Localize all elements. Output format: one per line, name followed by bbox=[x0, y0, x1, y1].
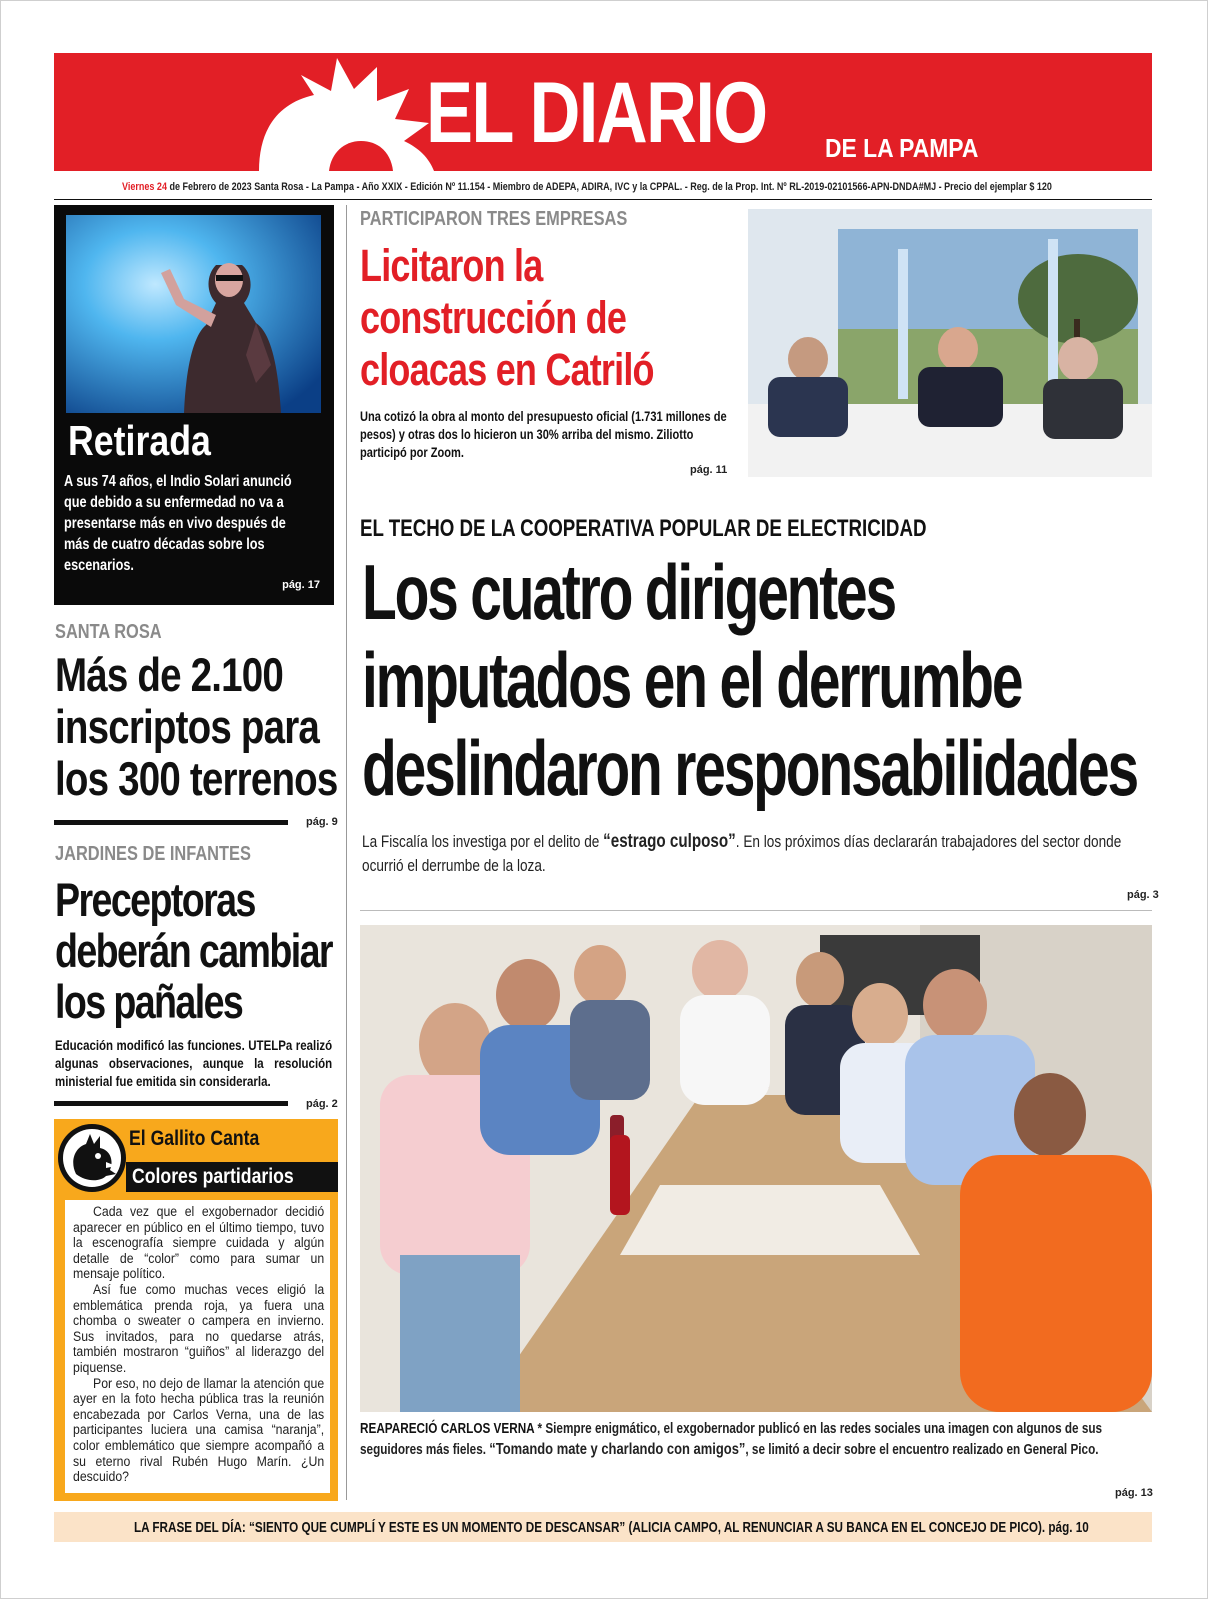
concert-photo bbox=[66, 215, 321, 413]
gallito-paragraph: Por eso, no dejo de llamar la atención que ayer en la foto hecha pública tras la reunión encabezada por Carlos Verna, una de las participantes luciera una camisa “naranja”, color emblemático que siempre acompañó a su eterno rival Rubén Hugo Marín. ¿Un descuido? bbox=[73, 1375, 325, 1485]
gallito-paragraph: Así fue como muchas veces eligió la emblemática prenda roja, ya fuera una chomba o sweater o campera en invierno. Sus invitados, para no quedarse atrás, también mostraron “guiños” al liderazgo del piquense. bbox=[73, 1281, 325, 1375]
caption-text: , se limitó a decir sobre el encuentro realizado en General Pico. bbox=[745, 1441, 1099, 1458]
headline-line: Los cuatro dirigentes bbox=[362, 548, 896, 636]
caption-lead: REAPARECIÓ CARLOS VERNA bbox=[360, 1421, 535, 1437]
rooster-icon bbox=[56, 1122, 128, 1194]
edition-info-bar bbox=[54, 179, 1152, 199]
retirada-summary: A sus 74 años, el Indio Solari anunció que debido a su enfermedad no va a presentarse más en vivo después de más de cuatro décadas sobre los escenarios. bbox=[64, 473, 292, 574]
retirada-headline: Retirada bbox=[68, 417, 211, 464]
headline-line: cloacas en Catriló bbox=[360, 344, 654, 395]
jardines-summary: Educación modificó las funciones. UTELPa realizó algunas observaciones, aunque la resolución ministerial fue emitida sin considerarla. bbox=[55, 1037, 333, 1089]
licitaron-headline[interactable] bbox=[360, 240, 654, 396]
headline-line: los pañales bbox=[55, 975, 243, 1028]
headline-line: deberán cambiar bbox=[55, 924, 332, 977]
masthead bbox=[54, 53, 1152, 171]
gallito-column[interactable] bbox=[54, 1119, 338, 1501]
gallito-paragraph: Cada vez que el exgobernador decidió aparecer en público en el último tiempo, tuvo la escenografía siempre cuidada y algún detalle de “color” como para sumar un mensaje político. bbox=[73, 1204, 325, 1282]
main-deck bbox=[362, 830, 1154, 878]
masthead-subtitle: DE LA PAMPA bbox=[825, 133, 979, 163]
divider-bar bbox=[54, 820, 288, 825]
group-photo bbox=[360, 925, 1152, 1412]
santa-rosa-kicker: SANTA ROSA bbox=[55, 621, 162, 643]
main-page-ref: pág. 3 bbox=[1127, 889, 1159, 901]
retirada-page-ref: pág. 17 bbox=[282, 579, 320, 591]
santa-rosa-page-ref: pág. 9 bbox=[306, 816, 338, 828]
section-rule bbox=[360, 910, 1152, 911]
caption-text: * Siempre enigmático, el exgobernador publicó en las redes sociales una imagen con algunos de sus seguidores más fieles. bbox=[360, 1421, 1103, 1458]
jardines-kicker: JARDINES DE INFANTES bbox=[55, 843, 251, 865]
headline-line: Más de 2.100 bbox=[55, 648, 283, 701]
column-divider bbox=[346, 205, 347, 1500]
deck-text: . En los próximos días declararán trabajadores del sector donde ocurrió el derrumbe de la loza. bbox=[362, 832, 1122, 875]
licitaron-kicker: PARTICIPARON TRES EMPRESAS bbox=[360, 208, 628, 230]
gallito-title: Colores partidarios bbox=[132, 1165, 294, 1188]
deck-bold: “estrago culposo” bbox=[603, 831, 736, 852]
masthead-rule bbox=[54, 199, 1152, 200]
santa-rosa-headline[interactable] bbox=[55, 649, 338, 805]
deck-text: La Fiscalía los investiga por el delito de bbox=[362, 832, 604, 851]
edition-date: Viernes 24 bbox=[122, 181, 167, 193]
caption-page-ref: pág. 13 bbox=[1115, 1487, 1153, 1499]
masthead-title: EL DIARIO bbox=[426, 65, 767, 161]
headline-line: imputados en el derrumbe bbox=[362, 636, 1022, 724]
main-kicker: EL TECHO DE LA COOPERATIVA POPULAR DE ELECTRICIDAD bbox=[360, 515, 927, 542]
headline-line: deslindaron responsabilidades bbox=[362, 724, 1137, 812]
frase-del-dia-bar bbox=[54, 1512, 1152, 1542]
headline-line: los 300 terrenos bbox=[55, 752, 338, 805]
gallito-section-title: El Gallito Canta bbox=[129, 1127, 260, 1150]
jardines-headline[interactable] bbox=[55, 874, 332, 1027]
frase-del-dia-text: LA FRASE DEL DÍA: “SIENTO QUE CUMPLÍ Y ESTE ES UN MOMENTO DE DESCANSAR” (ALICIA CAMPO, AL RENUNCIAR A SU BANCA EN EL CONCEJO DE PICO). pág. 10 bbox=[134, 1519, 1089, 1536]
gallito-body bbox=[65, 1200, 330, 1493]
main-headline[interactable] bbox=[362, 548, 1137, 812]
gallito-title-bar bbox=[126, 1162, 338, 1192]
headline-line: inscriptos para bbox=[55, 700, 320, 753]
gallito-text bbox=[73, 1204, 324, 1485]
caption-quote: “Tomando mate y charlando con amigos” bbox=[489, 1440, 746, 1458]
jardines-page-ref: pág. 2 bbox=[306, 1098, 338, 1110]
meeting-photo bbox=[748, 209, 1152, 477]
headline-line: construcción de bbox=[360, 292, 627, 343]
headline-line: Licitaron la bbox=[360, 240, 543, 291]
headline-line: Preceptoras bbox=[55, 873, 255, 926]
licitaron-page-ref: pág. 11 bbox=[690, 464, 728, 476]
divider-bar bbox=[54, 1101, 288, 1106]
retirada-article[interactable] bbox=[54, 205, 334, 605]
edition-details: de Febrero de 2023 Santa Rosa - La Pampa - Año XXIX - Edición Nº 11.154 - Miembro de ADEPA, ADIRA, IVC y la CPPAL. - Reg. de la Prop. Int. Nº RL-2019-02101566-APN-DNDA#MJ - Precio del ejemplar $ 120 bbox=[166, 181, 1052, 193]
licitaron-summary: Una cotizó la obra al monto del presupuesto oficial (1.731 millones de pesos) y otras dos lo hicieron un 30% arriba del mismo. Ziliotto participó por Zoom. bbox=[360, 409, 727, 460]
photo-caption bbox=[360, 1420, 1146, 1460]
